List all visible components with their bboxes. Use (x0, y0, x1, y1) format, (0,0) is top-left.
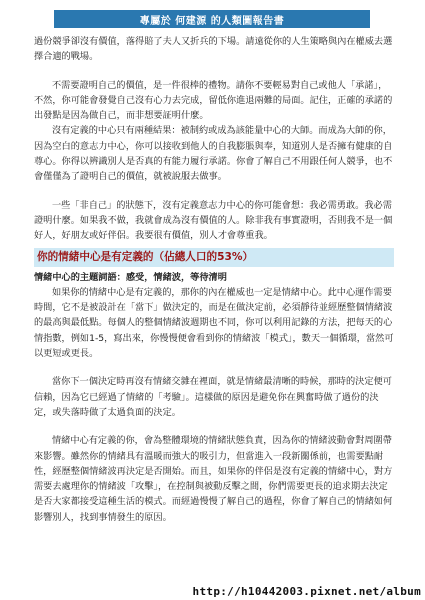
paragraph-competition: 過份競爭卻沒有價值，落得賠了夫人又折兵的下場。請遠從你的人生策略與內在權威去選擇合適的戰場。 (34, 36, 393, 63)
report-header-banner (54, 10, 370, 28)
paragraph-not-self: 一些「非自己」的狀態下，沒有定義意志力中心的你可能會想：我必需勇敢。我必需證明什麼。如果我不做，我就會成為沒有價值的人。除非我有事實證明，否則我不是一個好人，好朋友或好伴侶。我要很有價值，別人才會尊重我。 (34, 199, 393, 242)
paragraph-decision-clarity: 當你下一個決定時再沒有情緒交雜在裡面，就是情緒最清晰的時候，那時的決定便可信賴，因為它已經過了情緒的「考驗」。這樣做的原因是避免你在興奮時做了過份的決定，或失落時做了太過負面的決定。 (34, 376, 392, 418)
keywords-line: 情緒中心的主題詞語：感受，情緒波，等待清明 (34, 271, 227, 283)
report-title: 專屬於 何建源 的人類圖報告書 (139, 15, 285, 27)
paragraph-emotional-responsibility: 情緒中心有定義的你，會為整體環境的情緒狀態負責，因為你的情緒波動會對周圍帶來影響。雖然你的情緒具有溫暖而強大的吸引力，但當進入一段新關係前，也需要點耐性，經歷整個情緒波再決定是否開始。而且，如果你的伴侶是沒有定義的情緒中心，對方需要去處理你的情緒波「攻擊」，在控制與被動反擊之間，你們需要更長的追求期去決定是否大家都接受這種生活的模式。而經過慢慢了解自己的過程，你會了解自己的情緒如何影響別人，找到事情發生的原因。 (34, 435, 393, 523)
paragraph-undefined-center: 沒有定義的中心只有兩種結果：被制約或成為該能量中心的大師。而成為大師的你，因為空白的意志力中心，你可以接收到他人的自我膨脹與奉，知道別人是否擁有健康的自尊心。你得以辨識別人是否真的有能力履行承諾。你會了解自己不用跟任何人競爭，也不會僅僅為了證明自己的價值，就被說服去做事。 (34, 125, 393, 183)
report-body (34, 34, 394, 525)
paragraph-no-need-to-prove: 不需要證明自己的價值，是一件很棒的禮物。請你不要輕易對自己或他人「承諾」，不然，你可能會發覺自己沒有心力去完成，留低你進退兩難的局面。記住，正確的承諾的出發點是因為做自己，而非想要証明什麼。 (34, 79, 393, 122)
paragraph-emotional-authority: 如果你的情緒中心是有定義的，那你的內在權威也一定是情緒中心。此中心運作需要時間，它不是被設計在「當下」做決定的，而是在做決定前，必須靜待並經歷整個情緒波的最高與最低點。每個人的整個情緒波週期也不同，你可以利用記錄的方法，把每天的心情指數，例如1-5，寫出來，你慢慢便會看到你的情緒波「模式」，數天一個循環，當然可以更短或更長。 (34, 286, 394, 360)
watermark-url: http://h10442003.pixnet.net/album (192, 585, 421, 598)
section-heading-solar-plexus: 你的情緒中心是有定義的（佔總人口的53%） (34, 248, 394, 267)
